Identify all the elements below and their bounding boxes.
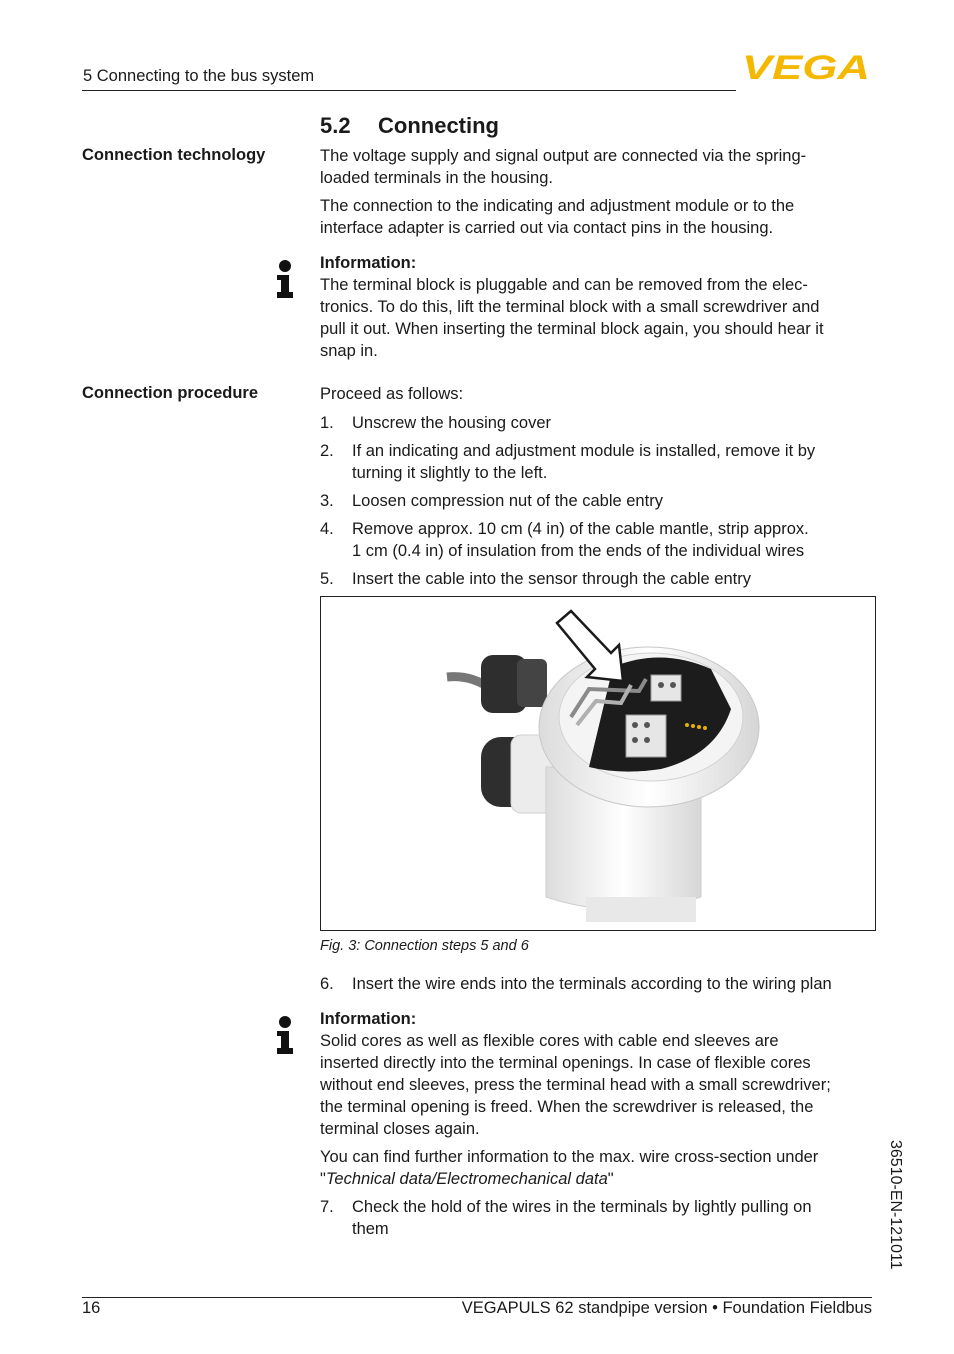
step-2: 2. If an indicating and adjustment module is installed, remove it by turning it slightly to the left.	[320, 442, 816, 482]
step-6: 6. Insert the wire ends into the terminals according to the wiring plan	[320, 975, 832, 993]
cross-reference: Technical data/Electromechanical data	[325, 1170, 608, 1188]
svg-text:VEGA: VEGA	[742, 52, 870, 82]
housing-illustration	[321, 597, 875, 930]
info-icon	[274, 1015, 296, 1057]
paragraph-contact-pins: The connection to the indicating and adjustment module or to the interface adapter is carried out via contact pins in the housing.	[320, 197, 795, 237]
step-4: 4. Remove approx. 10 cm (4 in) of the cable mantle, strip approx. 1 cm (0.4 in) of insulation from the ends of the individual wires	[320, 520, 809, 560]
section-title: Connecting	[378, 113, 499, 138]
procedure-intro: Proceed as follows:	[320, 385, 464, 403]
footer-title: VEGAPULS 62 standpipe version • Foundation Fieldbus	[461, 1299, 872, 1317]
page-number: 16	[82, 1299, 101, 1317]
info-icon	[274, 259, 296, 301]
footer-rule	[82, 1297, 872, 1298]
header-rule	[82, 90, 736, 91]
step-5: 5. Insert the cable into the sensor through the cable entry	[320, 570, 751, 588]
step-7: 7. Check the hold of the wires in the terminals by lightly pulling on them	[320, 1198, 812, 1238]
section-heading	[320, 113, 499, 139]
figure-connection-steps	[320, 596, 876, 931]
figure-caption: Fig. 3: Connection steps 5 and 6	[320, 938, 529, 954]
side-label-connection-procedure: Connection procedure	[82, 384, 259, 402]
paragraph-further-info: You can find further information to the max. wire cross-section under "Technical data/Electromechanical data"	[320, 1148, 819, 1188]
document-id: 36510-EN-121011	[887, 1140, 904, 1270]
step-3: 3. Loosen compression nut of the cable entry	[320, 492, 663, 510]
step-1: 1. Unscrew the housing cover	[320, 414, 552, 432]
info-title: Information:	[320, 254, 417, 272]
info-wire-cores: Information: Solid cores as well as flexible cores with cable end sleeves are inserted directly into the terminal openings. In case of flexible cores without end sleeves, press the terminal head with a small screwdriver; the terminal opening is freed. When the screwdriver is released, the terminal closes again.	[320, 1010, 831, 1138]
paragraph-supply: The voltage supply and signal output are connected via the spring- loaded terminals in the housing.	[320, 147, 807, 187]
info-title: Information:	[320, 1010, 417, 1028]
running-header: 5 Connecting to the bus system	[83, 67, 315, 85]
section-number: 5.2	[320, 113, 351, 138]
side-label-connection-technology: Connection technology	[82, 146, 266, 164]
info-terminal-block: Information: The terminal block is pluggable and can be removed from the elec- tronics. To do this, lift the terminal block with a small screwdriver and pull it out. When inserting the terminal block again, you should hear it snap in.	[320, 254, 824, 360]
vega-logo	[742, 52, 872, 82]
